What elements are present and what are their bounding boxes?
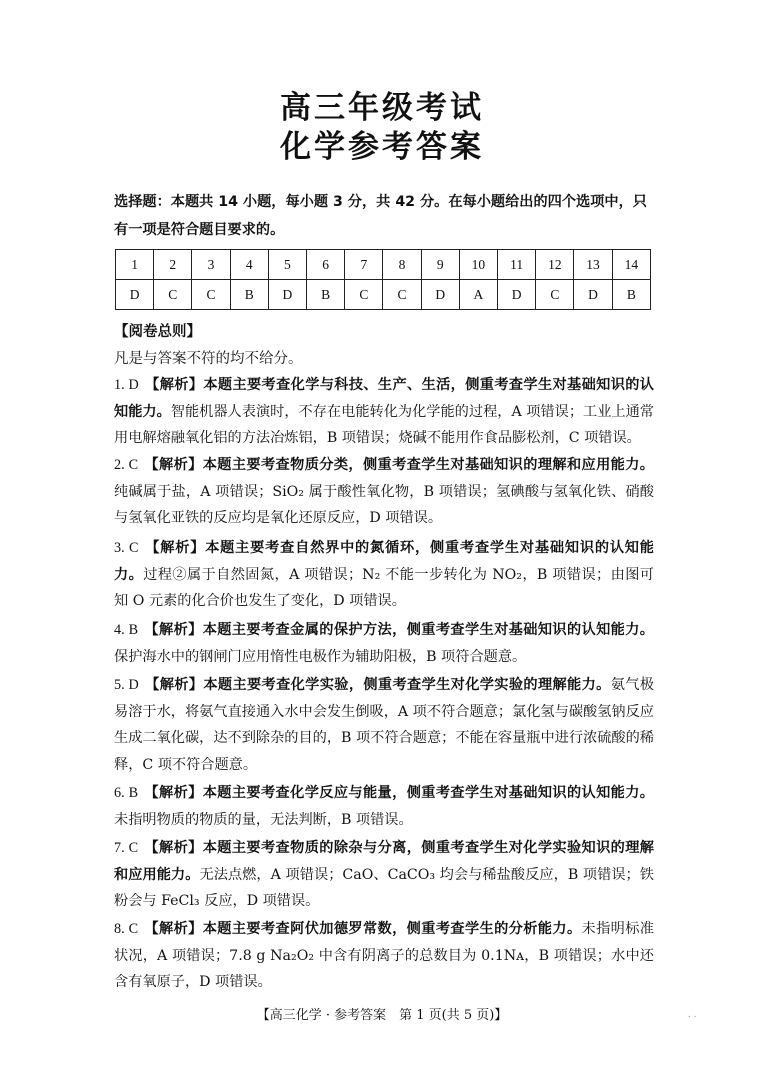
answer-table — [115, 249, 651, 310]
answer-cell: C — [192, 280, 230, 310]
question-number-cell: 13 — [574, 250, 612, 280]
item-lead: 【解析】本题主要考查物质分类，侧重考查学生对基础知识的理解和应用能力。 — [144, 457, 654, 473]
question-number-cell: 4 — [230, 250, 268, 280]
item-number: 4. B — [114, 622, 139, 638]
item-lead: 【解析】本题主要考查物质的除杂与分离，侧重考查学生对化学实验知识的理解和应用能力。 — [114, 840, 654, 883]
item-lead: 【解析】本题主要考查化学反应与能量，侧重考查学生对基础知识的认知能力。 — [144, 785, 654, 801]
item-number: 2. C — [114, 457, 139, 473]
answer-cell: D — [498, 280, 536, 310]
item-number: 5. D — [114, 677, 139, 693]
grading-rules-heading: 【阅卷总则】 — [114, 324, 201, 340]
answer-explanation-item — [114, 835, 654, 915]
answer-cell: D — [421, 280, 459, 310]
answer-cell: B — [307, 280, 345, 310]
item-lead: 【解析】本题主要考查阿伏加德罗常数，侧重考查学生的分析能力。 — [144, 921, 582, 937]
answer-explanation-item — [114, 780, 654, 833]
item-lead: 【解析】本题主要考查自然界中的氮循环，侧重考查学生对基础知识的认知能力。 — [114, 540, 654, 583]
item-lead: 【解析】本题主要考查金属的保护方法，侧重考查学生对基础知识的认知能力。 — [144, 622, 654, 638]
item-body: 氨气极易溶于水，将氨气直接通入水中会发生倒吸，A 项不符合题意；氯化氢与碳酸氢钠反应生成二氧化碳，达不到除杂的目的，B 项不符合题意；不能在容量瓶中进行浓硫酸的稀释，C 项不符合题意。 — [114, 677, 654, 773]
question-number-cell: 1 — [116, 250, 154, 280]
item-body: 保护海水中的钢闸门应用惰性电极作为辅助阳极，B 项符合题意。 — [114, 648, 527, 665]
item-number: 7. C — [114, 840, 139, 856]
grading-rules-text: 凡是与答案不符的均不给分。 — [114, 351, 303, 367]
answer-explanation-item — [114, 372, 654, 452]
answer-table-number-row — [116, 250, 651, 280]
answer-explanation-item — [114, 916, 654, 996]
item-body: 智能机器人表演时，不存在电能转化为化学能的过程，A 项错误；工业上通常用电解熔融氧化铝的方法冶炼铝，B 项错误；烧碱不能用作食品膨松剂，C 项错误。 — [114, 403, 654, 446]
item-lead: 【解析】本题主要考查化学与科技、生产、生活，侧重考查学生对基础知识的认知能力。 — [114, 377, 654, 420]
answer-cell: D — [268, 280, 306, 310]
item-number: 3. C — [114, 540, 139, 556]
page-subtitle: 化学参考答案 — [280, 129, 484, 165]
question-number-cell: 12 — [536, 250, 574, 280]
answer-cell: C — [383, 280, 421, 310]
item-lead: 【解析】本题主要考查化学实验，侧重考查学生对化学实验的理解能力。 — [144, 677, 611, 693]
question-number-cell: 10 — [459, 250, 497, 280]
answer-cell: D — [116, 280, 154, 310]
item-number: 6. B — [114, 785, 139, 801]
question-number-cell: 6 — [307, 250, 345, 280]
item-number: 8. C — [114, 921, 139, 937]
page-title: 高三年级考试 — [280, 90, 484, 126]
question-number-cell: 3 — [192, 250, 230, 280]
section-intro: 选择题：本题共 14 小题，每小题 3 分，共 42 分。在每小题给出的四个选项中，只有一项是符合题目要求的。 — [114, 194, 647, 238]
answer-explanation-item — [114, 617, 654, 670]
item-body: 未指明物质的物质的量，无法判断，B 项错误。 — [114, 811, 413, 828]
item-body: 未指明标准状况，A 项错误；7.8 g Na₂O₂ 中含有阴离子的总数目为 0.1Nᴀ，B 项错误；水中还含有氧原子，D 项错误。 — [114, 921, 654, 990]
corner-mark: . . — [688, 1010, 697, 1020]
answer-cell: C — [536, 280, 574, 310]
answer-explanation-item — [114, 672, 654, 778]
question-number-cell: 14 — [612, 250, 650, 280]
item-body: 纯碱属于盐，A 项错误；SiO₂ 属于酸性氧化物，B 项错误；氢碘酸与氢氧化铁、硝酸与氢氧化亚铁的反应均是氧化还原反应，D 项错误。 — [114, 483, 654, 526]
question-number-cell: 8 — [383, 250, 421, 280]
page-footer: 【高三化学 · 参考答案 第 1 页(共 5 页)】 — [256, 1008, 508, 1023]
answer-cell: C — [154, 280, 192, 310]
answer-cell: C — [345, 280, 383, 310]
question-number-cell: 9 — [421, 250, 459, 280]
answer-explanation-item — [114, 452, 654, 532]
answer-cell: A — [459, 280, 497, 310]
item-body: 无法点燃，A 项错误；CaO、CaCO₃ 均会与稀盐酸反应，B 项错误；铁粉会与 FeCl₃ 反应，D 项错误。 — [114, 866, 654, 909]
answer-cell: D — [574, 280, 612, 310]
item-number: 1. D — [114, 377, 139, 393]
item-body: 过程②属于自然固氮，A 项错误；N₂ 不能一步转化为 NO₂，B 项错误；由图可知 O 元素的化合价也发生了变化，D 项错误。 — [114, 566, 654, 609]
answer-cell: B — [230, 280, 268, 310]
question-number-cell: 11 — [498, 250, 536, 280]
answer-explanation-item — [114, 535, 654, 615]
question-number-cell: 5 — [268, 250, 306, 280]
answer-cell: B — [612, 280, 650, 310]
question-number-cell: 7 — [345, 250, 383, 280]
question-number-cell: 2 — [154, 250, 192, 280]
answer-table-answer-row — [116, 280, 651, 310]
